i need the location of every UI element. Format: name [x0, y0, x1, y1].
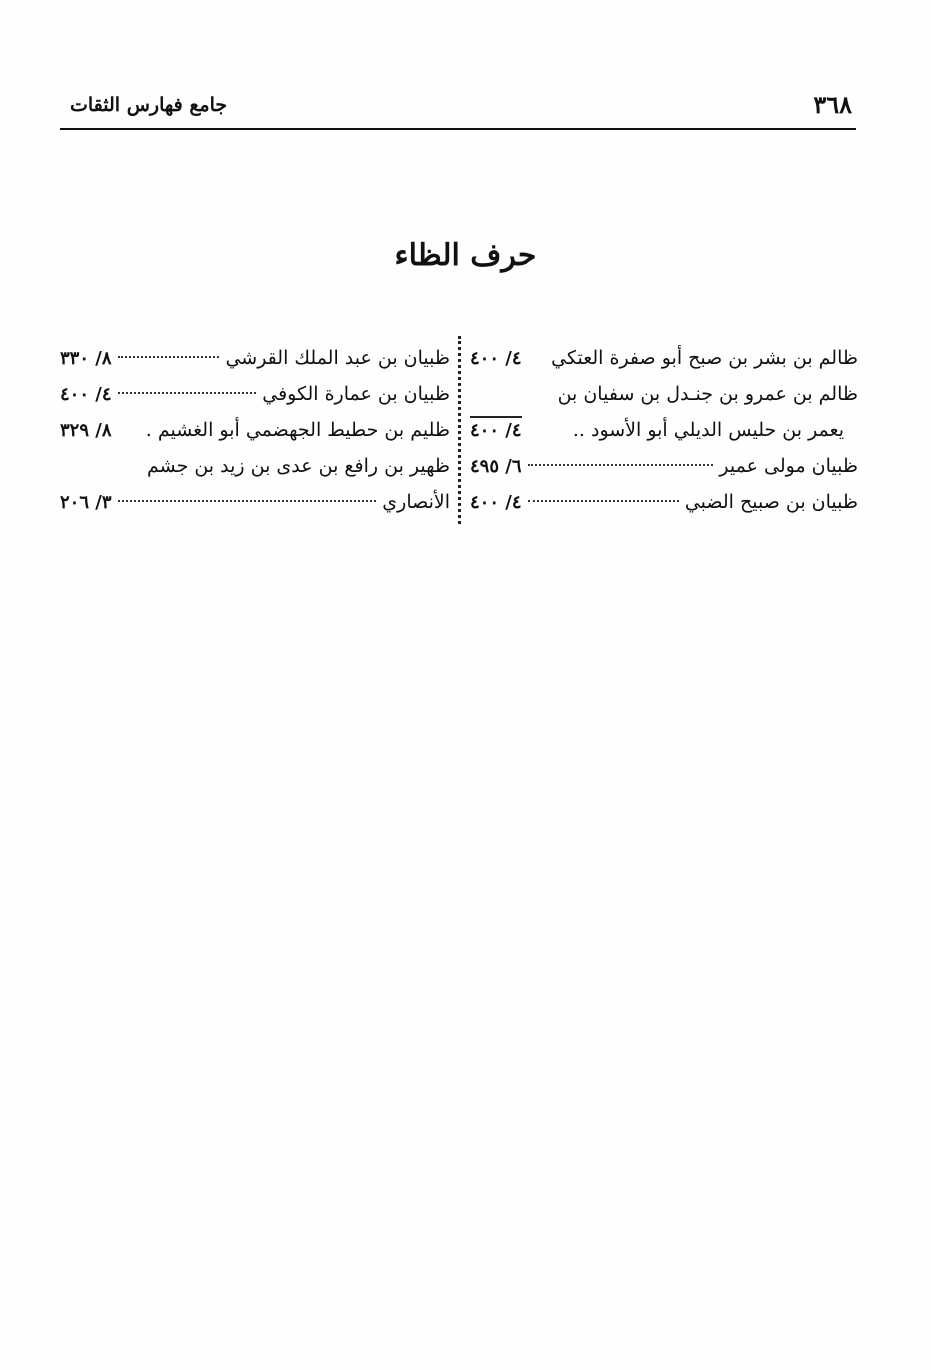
- leader-dots: [118, 500, 377, 502]
- running-title: جامع فهارس الثقات: [70, 94, 228, 116]
- index-entry: [470, 484, 858, 520]
- index-entry: [470, 340, 858, 376]
- entry-name: ظبيان بن عبد الملك القرشي: [225, 347, 450, 369]
- entry-reference: ٨/ ٣٢٩: [60, 420, 112, 441]
- entry-name: الأنصاري: [382, 491, 450, 513]
- entry-name: ظالم بن بشر بن صبح أبو صفرة العتكي: [551, 347, 858, 369]
- entry-name: يعمر بن حليس الديلي أبو الأسود ..: [572, 419, 844, 441]
- index-entry: [60, 448, 450, 484]
- index-entry: [60, 340, 450, 376]
- index-entry: [60, 412, 450, 448]
- entry-reference: ٤/ ٤٠٠: [470, 348, 522, 369]
- entry-reference: ٤/ ٤٠٠: [470, 492, 522, 513]
- page-number: ٣٦٨: [813, 90, 852, 119]
- index-column-left: [60, 340, 450, 520]
- entry-name: ظليم بن حطيط الجهضمي أبو الغشيم .: [145, 419, 450, 441]
- leader-dots: [528, 500, 679, 502]
- entry-reference: ٣/ ٢٠٦: [60, 492, 112, 513]
- index-entry: [470, 448, 858, 484]
- entry-name: ظبيان بن صبيح الضبي: [684, 491, 858, 513]
- column-divider: [458, 336, 461, 524]
- entry-reference: ٦/ ٤٩٥: [470, 456, 522, 477]
- section-title: حرف الظاء: [394, 238, 537, 273]
- entry-reference: ٤/ ٤٠٠: [470, 416, 522, 444]
- page-header: [60, 86, 856, 130]
- entry-name: ظبيان بن عمارة الكوفي: [262, 383, 450, 405]
- index-column-right: [470, 340, 858, 520]
- leader-dots: [118, 356, 220, 358]
- index-entry: [470, 376, 858, 412]
- entry-reference: ٤/ ٤٠٠: [60, 384, 112, 405]
- leader-dots: [118, 392, 257, 394]
- index-entry-continuation: [60, 484, 450, 520]
- index-entry: [60, 376, 450, 412]
- entry-name: ظهير بن رافع بن عدى بن زيد بن جشم: [146, 455, 450, 477]
- leader-dots: [528, 464, 714, 466]
- entry-name: ظبيان مولى عمير: [719, 455, 858, 477]
- entry-name: ظالم بن عمرو بن جنـدل بن سفيان بن: [557, 383, 858, 405]
- index-entry-continuation: [470, 412, 858, 448]
- entry-reference: ٨/ ٣٣٠: [60, 348, 112, 369]
